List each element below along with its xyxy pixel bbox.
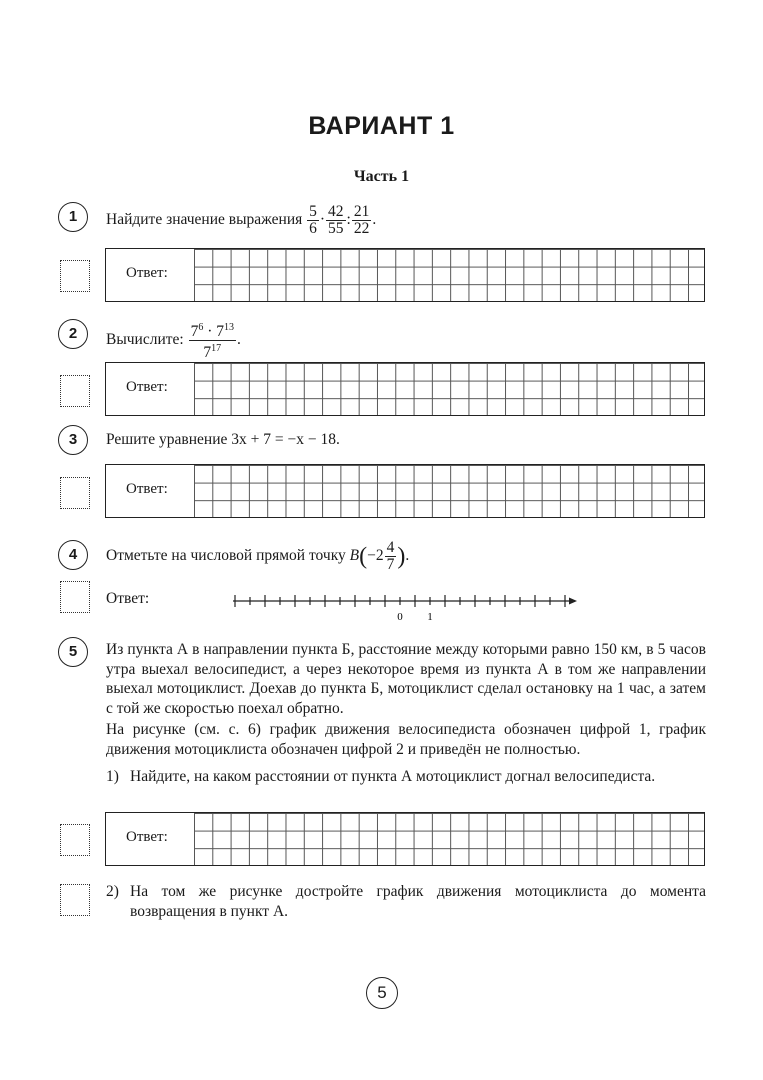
answer-label: Ответ:	[126, 265, 168, 281]
task-5-question-2: 2) На том же рисунке достройте график движения мотоциклиста до момента возвращения в пункт А.	[106, 883, 706, 920]
answer-box-5[interactable]	[105, 812, 705, 866]
answer-grid[interactable]	[194, 465, 704, 517]
part-heading: Часть 1	[353, 168, 410, 185]
score-checkbox-4[interactable]	[60, 581, 90, 613]
answer-box-2[interactable]	[105, 362, 705, 416]
task-number-4: 4	[58, 540, 88, 570]
task-5-question-1: 1) Найдите, на каком расстоянии от пункта А мотоциклист догнал велосипедиста.	[106, 768, 656, 785]
score-checkbox-3[interactable]	[60, 477, 90, 509]
answer-label: Ответ:	[126, 481, 168, 497]
answer-box-1[interactable]	[105, 248, 705, 302]
task-5-paragraph-1: Из пункта А в направлении пункта Б, расстояние между которыми равно 150 км, в 5 часов утра выехал велосипедист, а через некоторое время из пункта А в том же направлении выехал мотоциклист. Доехав до пункта Б, мотоциклист сделал остановку на 1 час, а затем с той же скоростью поехал обратно.	[106, 641, 706, 717]
answer-box-3[interactable]	[105, 464, 705, 518]
task-2-text: Вычислите: $\frac{7^6 \cdot 7^{13}}{7^{17}}$ .	[106, 322, 241, 362]
tick-label-one: 1	[427, 611, 433, 623]
task-1-text: Найдите значение выражения $\frac{5}{6}$ · $\frac{42}{55}$ : $\frac{21}{22}$ .	[106, 203, 377, 237]
answer-grid[interactable]	[194, 249, 704, 301]
page-number: 5	[366, 977, 398, 1009]
tick-label-zero: 0	[397, 611, 403, 623]
answer-label: Ответ:	[106, 590, 150, 607]
number-line[interactable]	[225, 585, 585, 625]
task-3-text: Решите уравнение 3x + 7 = −x − 18.	[106, 431, 340, 448]
task-number-3: 3	[58, 425, 88, 455]
answer-label: Ответ:	[126, 829, 168, 845]
score-checkbox-1[interactable]	[60, 260, 90, 292]
task-number-5: 5	[58, 637, 88, 667]
task-number-1: 1	[58, 202, 88, 232]
page-title: ВАРИАНТ 1	[308, 112, 455, 140]
answer-grid[interactable]	[194, 363, 704, 415]
score-checkbox-5-1[interactable]	[60, 824, 90, 856]
task-number-2: 2	[58, 319, 88, 349]
answer-label: Ответ:	[126, 379, 168, 395]
task-5-paragraph-2: На рисунке (см. с. 6) график движения велосипедиста обозначен цифрой 1, график движения мотоциклиста обозначен цифрой 2 и приведён не полностью.	[106, 721, 706, 758]
score-checkbox-5-2[interactable]	[60, 884, 90, 916]
answer-grid[interactable]	[194, 813, 704, 865]
task-4-text: Отметьте на числовой прямой точку B(−2 $\frac{4}{7}$ ).	[106, 539, 410, 573]
score-checkbox-2[interactable]	[60, 375, 90, 407]
